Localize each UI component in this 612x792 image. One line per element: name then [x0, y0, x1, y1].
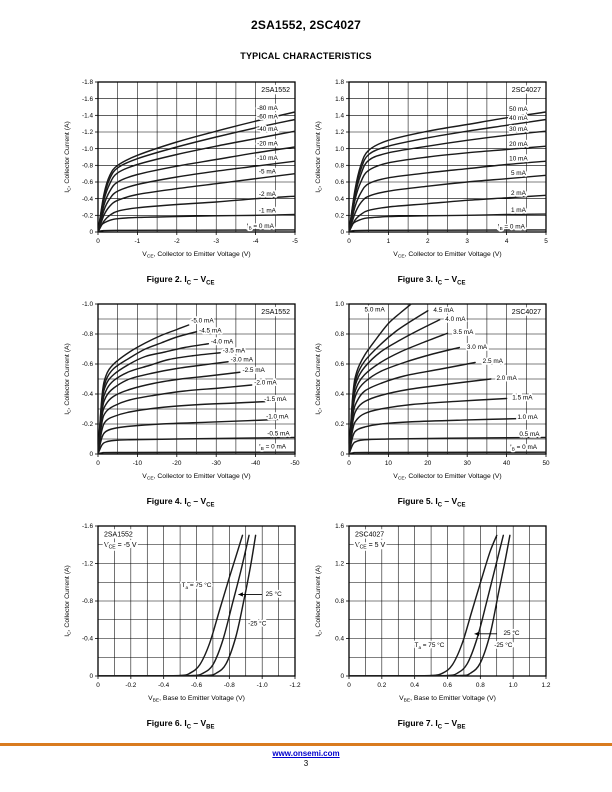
- figure-4-chart: [58, 296, 303, 488]
- figure-2-chart: [58, 74, 303, 266]
- annotation-label: 25 °C: [503, 629, 520, 637]
- curve-label: -1 mA: [258, 207, 276, 215]
- page-title: 2SA1552, 2SC4027: [251, 18, 361, 32]
- figure-2-caption: Figure 2. $I_C - V_{CE}$: [146, 274, 215, 287]
- figure-7-caption: Figure 7. $I_C - V_{BE}$: [397, 718, 466, 731]
- curve-label: -2.0 mA: [254, 379, 277, 387]
- device-label: 2SC4027: [511, 309, 541, 316]
- figure-7-chart: [309, 518, 554, 710]
- curve-label: 2 mA: [510, 189, 526, 197]
- figure-6-caption: Figure 6. $I_C - V_{BE}$: [146, 718, 215, 731]
- y-tick-label: -0.6: [81, 361, 93, 369]
- x-tick-label: -50: [290, 460, 300, 467]
- footer-rule: [0, 743, 612, 746]
- y-tick-label: -1.6: [81, 523, 93, 531]
- y-tick-label: -0.4: [81, 391, 93, 399]
- curve-label: -1.0 mA: [266, 413, 289, 421]
- figure-5-chart: [309, 296, 554, 488]
- x-tick-label: 1: [386, 238, 391, 245]
- curve: [98, 535, 249, 676]
- curve-label: 5 mA: [510, 169, 526, 177]
- section-heading: TYPICAL CHARACTERISTICS: [240, 51, 372, 61]
- x-tick-label: 30: [463, 460, 471, 467]
- y-tick-label: 1.4: [335, 112, 344, 120]
- y-tick-label: 0.8: [335, 598, 344, 606]
- figure-3-chart: [309, 74, 554, 266]
- curve-label: 30 mA: [509, 126, 528, 134]
- x-tick-label: 1.0: [508, 682, 518, 689]
- annotation-label: -25 °C: [248, 620, 267, 628]
- figure-5-caption: Figure 5. $I_C - V_{CE}$: [397, 496, 466, 509]
- curve-label: -1.5 mA: [264, 395, 287, 403]
- y-tick-label: 0: [340, 229, 344, 237]
- y-tick-label: 0.2: [335, 212, 344, 220]
- axis-ticks: [335, 301, 550, 467]
- figure-4: [58, 296, 303, 518]
- x-tick-label: 0.2: [377, 682, 387, 689]
- y-tick-label: 0: [89, 451, 93, 459]
- curve-label: 50 mA: [509, 105, 528, 113]
- x-tick-label: -1.2: [289, 682, 301, 689]
- y-tick-label: -0.6: [81, 179, 93, 187]
- curve-label: -20 mA: [257, 140, 278, 148]
- x-tick-label: -2: [173, 238, 180, 245]
- x-tick-label: 20: [424, 460, 432, 467]
- x-axis-title: $V_{CE}$, Collector to Emitter Voltage (V): [142, 251, 251, 260]
- curve-label: 3.5 mA: [453, 328, 474, 336]
- y-tick-label: 1.2: [335, 560, 344, 568]
- y-tick-label: -0.8: [81, 598, 93, 606]
- x-axis-title: $V_{CE}$, Collector to Emitter Voltage (V): [393, 473, 502, 482]
- curve-label: 3.0 mA: [466, 343, 488, 351]
- x-tick-label: -5: [292, 238, 298, 245]
- y-tick-label: -1.6: [81, 95, 93, 103]
- y-axis-title: $I_C$, Collector Current (A): [315, 121, 324, 193]
- y-tick-label: -0.2: [81, 421, 93, 429]
- annotation-label: $T_a = 75$ °C: [414, 642, 445, 650]
- curve-label: 0.5 mA: [519, 430, 540, 438]
- device-label: 2SC4027: [355, 531, 385, 539]
- x-tick-label: -20: [172, 460, 182, 467]
- y-tick-label: 0: [340, 451, 344, 459]
- curve-label: -4.5 mA: [199, 327, 222, 335]
- y-tick-label: 0.4: [335, 391, 344, 399]
- annotation-label: 25 °C: [265, 591, 282, 599]
- y-tick-label: 0.2: [335, 421, 344, 429]
- y-tick-label: 0.4: [335, 195, 344, 203]
- y-tick-label: 1.6: [335, 523, 344, 531]
- x-tick-label: 40: [503, 460, 511, 467]
- onsemi-link[interactable]: www.onsemi.com: [272, 749, 340, 758]
- x-tick-label: 0.8: [475, 682, 485, 689]
- curve: [349, 418, 530, 454]
- y-tick-label: 1.8: [335, 79, 344, 87]
- x-tick-label: -40: [250, 460, 261, 467]
- y-tick-label: 0: [89, 229, 93, 237]
- y-axis-title: $I_C$, Collector Current (A): [64, 343, 73, 415]
- page-footer: [0, 743, 612, 768]
- y-tick-label: -0.8: [81, 162, 93, 170]
- curve: [98, 402, 267, 455]
- figure-6-chart: [58, 518, 303, 710]
- y-tick-label: 1.2: [335, 129, 344, 137]
- y-axis-title: $I_C$, Collector Current (A): [64, 121, 73, 193]
- y-tick-label: -1.2: [81, 129, 93, 137]
- y-tick-label: 0.6: [335, 361, 344, 369]
- figure-6: [58, 518, 303, 740]
- curve-label: -60 mA: [257, 113, 278, 121]
- curve-label: -3.5 mA: [222, 347, 246, 355]
- annotation-label: $T_a = 75$ °C: [181, 582, 212, 590]
- arrowhead: [238, 592, 243, 596]
- curve-label: 5.0 mA: [364, 306, 385, 314]
- figure-5: [309, 296, 554, 518]
- curve-label: -80 mA: [257, 104, 278, 112]
- y-tick-label: -0.2: [81, 212, 93, 220]
- y-axis-title: $I_C$, Collector Current (A): [64, 565, 73, 637]
- curve-label: -40 mA: [257, 125, 278, 133]
- condition-label: $V_{CE} = -5$ V: [104, 542, 137, 551]
- x-axis-title: $V_{CE}$, Collector to Emitter Voltage (V): [142, 473, 251, 482]
- curve-label: -5.0 mA: [191, 317, 214, 325]
- curve-label: 1.5 mA: [512, 394, 533, 402]
- x-tick-label: -0.8: [223, 682, 235, 689]
- figure-3: [309, 74, 554, 296]
- curve-label: -10 mA: [257, 154, 278, 162]
- condition-label: $V_{CE} = 5$ V: [355, 542, 386, 551]
- x-tick-label: -3: [213, 238, 220, 245]
- curve: [349, 379, 491, 454]
- curve-label: $I_B = 0$ mA: [259, 443, 287, 452]
- x-tick-label: -0.4: [158, 682, 170, 689]
- curve: [349, 535, 497, 676]
- x-tick-label: 3: [465, 238, 469, 245]
- curve-label: 4.5 mA: [433, 307, 454, 315]
- y-tick-label: 0.6: [335, 179, 344, 187]
- y-axis-title: $I_C$, Collector Current (A): [315, 343, 324, 415]
- x-tick-label: 0: [347, 238, 351, 245]
- device-label: 2SA1552: [261, 87, 290, 94]
- curve-label: -2.5 mA: [242, 367, 265, 375]
- curve-label: 1 mA: [510, 207, 526, 215]
- y-tick-label: 0: [89, 673, 93, 681]
- y-tick-label: -1.0: [81, 301, 93, 309]
- figure-4-caption: Figure 4. $I_C - V_{CE}$: [146, 496, 215, 509]
- curve: [98, 385, 252, 454]
- x-tick-label: 0.4: [410, 682, 420, 689]
- curve-label: -4.0 mA: [210, 338, 234, 346]
- y-tick-label: -1.0: [81, 145, 93, 153]
- y-tick-label: 0.8: [335, 331, 344, 339]
- y-tick-label: -0.4: [81, 195, 93, 203]
- x-tick-label: 2: [426, 238, 430, 245]
- x-tick-label: 50: [542, 460, 550, 467]
- x-tick-label: 0: [347, 460, 351, 467]
- curve-label: 4.0 mA: [445, 316, 466, 324]
- y-axis-title: $I_C$, Collector Current (A): [315, 565, 324, 637]
- curve-label: 20 mA: [509, 140, 528, 148]
- curve: [98, 535, 242, 676]
- y-tick-label: -1.2: [81, 560, 93, 568]
- curve-label: $I_B = 0$ mA: [246, 222, 274, 231]
- x-axis-title: $V_{CE}$, Collector to Emitter Voltage (V): [393, 251, 502, 260]
- curve-label: -5 mA: [258, 168, 276, 176]
- x-axis-title: $V_{BE}$, Base to Emitter Voltage (V): [148, 695, 245, 704]
- device-label: 2SA1552: [261, 309, 290, 316]
- device-label: 2SA1552: [104, 531, 133, 539]
- curves: [349, 535, 510, 676]
- device-label: 2SC4027: [511, 87, 541, 94]
- x-tick-label: -1.0: [256, 682, 268, 689]
- x-tick-label: 0: [96, 682, 100, 689]
- curve: [349, 333, 448, 454]
- y-tick-label: -0.8: [81, 331, 93, 339]
- curve-labels: [415, 629, 520, 650]
- curve-label: 10 mA: [509, 155, 528, 163]
- y-tick-label: 1.0: [335, 145, 344, 153]
- annotation-label: -25 °C: [494, 642, 513, 650]
- y-tick-label: -0.4: [81, 635, 93, 643]
- x-tick-label: 0: [96, 238, 100, 245]
- x-tick-label: 0: [347, 682, 351, 689]
- curve: [98, 344, 208, 454]
- curve-label: $I_B = 0$ mA: [497, 223, 525, 231]
- figure-3-caption: Figure 3. $I_C - V_{CE}$: [397, 274, 466, 287]
- x-tick-label: -4: [252, 238, 259, 245]
- y-tick-label: 0.8: [335, 162, 344, 170]
- x-tick-label: -0.2: [125, 682, 137, 689]
- x-axis-title: $V_{BE}$, Base to Emitter Voltage (V): [399, 695, 496, 704]
- curve-label: -0.5 mA: [267, 430, 290, 438]
- x-tick-label: 0.6: [443, 682, 452, 689]
- x-tick-label: -10: [132, 460, 143, 467]
- curve-label: $I_B = 0$ mA: [510, 443, 538, 452]
- curve-label: -2 mA: [258, 190, 276, 198]
- figure-7: [309, 518, 554, 740]
- x-tick-label: 10: [384, 460, 392, 467]
- x-tick-label: -1: [134, 238, 141, 245]
- arrowhead: [475, 632, 480, 636]
- y-tick-label: -1.8: [81, 79, 93, 87]
- curve-label: 1.0 mA: [517, 413, 538, 421]
- y-tick-label: 0.4: [335, 635, 344, 643]
- x-tick-label: 4: [504, 238, 509, 245]
- figure-2: [58, 74, 303, 296]
- curve-label: -3.0 mA: [230, 356, 253, 364]
- y-tick-label: 1.0: [335, 301, 344, 309]
- x-tick-label: -0.6: [190, 682, 203, 689]
- x-tick-label: -30: [211, 460, 221, 467]
- curves: [98, 535, 256, 676]
- x-tick-label: 5: [544, 238, 548, 245]
- y-tick-label: -1.4: [81, 112, 93, 120]
- curve-label: 2.5 mA: [482, 358, 503, 366]
- x-tick-label: 1.2: [541, 682, 551, 689]
- y-tick-label: 1.6: [335, 95, 344, 103]
- curve: [98, 332, 197, 454]
- curve-label: 2.0 mA: [496, 374, 517, 382]
- y-tick-label: 0: [340, 673, 344, 681]
- curve-label: 40 mA: [509, 114, 528, 122]
- charts-grid: [58, 74, 558, 740]
- page-number: 3: [303, 759, 309, 768]
- x-tick-label: 0: [96, 460, 100, 467]
